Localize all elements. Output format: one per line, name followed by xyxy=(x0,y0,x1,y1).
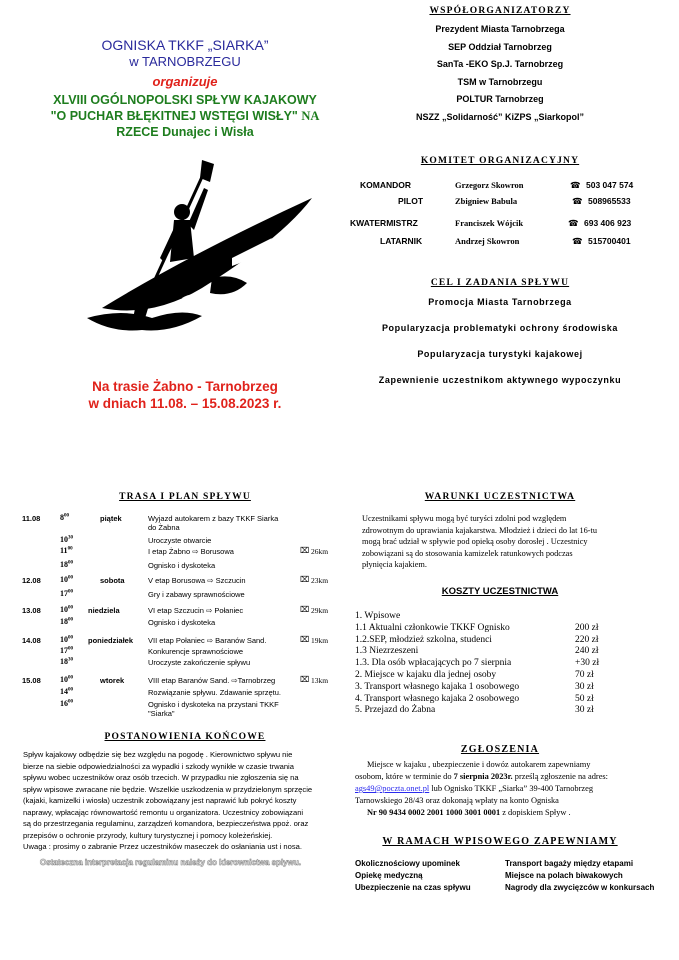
cost-label: 1.2.SEP, młodzież szkolna, studenci xyxy=(355,634,492,645)
event-na: NA xyxy=(301,109,320,123)
route-time: $10^{00}$ xyxy=(60,675,73,684)
route-time: $18^{00}$ xyxy=(60,617,73,626)
route-description: VI etap Szczucin ⇨ Połaniec xyxy=(148,606,244,615)
route-time: $18^{00}$ xyxy=(60,560,73,569)
route-description: Wyjazd autokarem z bazy TKKF Siarka xyxy=(148,514,279,523)
member-phone: 693 406 923 xyxy=(584,218,632,228)
route-summary-line1: Na trasie Żabno - Tarnobrzeg xyxy=(92,379,278,394)
route-time: $14^{00}$ xyxy=(60,687,73,696)
route-row xyxy=(22,523,342,534)
route-time: $10^{30}$ xyxy=(60,535,73,544)
route-day: sobota xyxy=(100,576,125,585)
route-time: $16^{00}$ xyxy=(60,699,73,708)
route-distance: 26km xyxy=(311,547,329,556)
member-phone: 515700401 xyxy=(588,236,631,246)
cost-row xyxy=(355,682,645,694)
committee-member xyxy=(360,180,640,194)
provision-line: naprawy, wpłacając równowartość remontu u organizatora. Uczestnicy zobowiązani xyxy=(23,807,304,817)
committee-member xyxy=(360,236,640,250)
email-link[interactable]: ags49@poczta.onet.pl xyxy=(355,784,430,793)
registration-line xyxy=(355,771,655,783)
organizuje-label: organizuje xyxy=(152,74,218,89)
route-day: wtorek xyxy=(100,676,125,685)
route-plan-heading: TRASA I PLAN SPŁYWU xyxy=(119,492,251,502)
registration-line xyxy=(355,783,655,795)
provision-line: bierze na siebie odpowiedzialności za wypadki i szkody wynikłe w czasie trwania xyxy=(23,761,294,771)
route-date: 11.08 xyxy=(22,514,41,523)
provision-line: Uwaga : prosimy o zabranie Przez uczestników maseczek do osłaniania ust i nosa. xyxy=(23,842,302,851)
route-time: $10^{00}$ xyxy=(60,635,73,644)
route-row xyxy=(22,547,342,558)
co-organizers-heading: WSPÓŁORGANIZATORZY xyxy=(429,6,571,16)
route-distance: 23km xyxy=(311,576,329,585)
benefit-item: Transport bagaży między etapami xyxy=(505,859,634,868)
benefit-item: Opiekę medyczną xyxy=(355,871,423,880)
event-title-line2 xyxy=(40,108,330,124)
cost-row xyxy=(355,611,645,623)
cost-label: 1. Wpisowe xyxy=(355,611,401,621)
route-date: 12.08 xyxy=(22,576,41,585)
route-time: $10^{00}$ xyxy=(60,605,73,614)
distance-icon: ⌧ xyxy=(300,605,310,614)
organizer-header xyxy=(40,36,330,140)
route-description: Rozwiązanie spływu. Zdawanie sprzętu. xyxy=(148,688,281,697)
cost-value: 50 zł xyxy=(575,693,594,704)
route-time: $18^{30}$ xyxy=(60,657,73,666)
event-title-line3: RZECE Dunajec i Wisła xyxy=(116,125,254,139)
cost-row xyxy=(355,646,645,658)
bank-account: Nr 90 9434 0002 2001 1000 3001 0001 xyxy=(367,808,501,817)
goal-item: Popularyzacja problematyki ochrony środowiska xyxy=(381,323,619,333)
member-phone: 503 047 574 xyxy=(586,180,634,190)
registration-heading: ZGŁOSZENIA xyxy=(460,744,540,755)
route-distance: 19km xyxy=(311,636,329,645)
route-date: 15.08 xyxy=(22,676,41,685)
route-description: VIII etap Baranów Sand. ⇨Tarnobrzeg xyxy=(148,676,276,685)
registration-line xyxy=(355,807,655,819)
route-plan-table xyxy=(22,510,342,720)
phone-icon: ☎ xyxy=(572,236,583,246)
registration-text xyxy=(355,759,655,819)
goal-item: Promocja Miasta Tarnobrzega xyxy=(428,297,572,307)
provision-line: są do przestrzegania regulaminu, zarządzeń komandora, bezpieczeństwa ppoż. oraz xyxy=(23,819,309,828)
cost-value: 200 zł xyxy=(575,622,599,633)
route-day: piątek xyxy=(100,514,122,523)
condition-line: zdrowotnym do uprawiania kajakarstwa. Młodzież i dzieci do lat 16-tu xyxy=(362,525,598,535)
conditions-heading: WARUNKI UCZESTNICTWA xyxy=(424,492,576,502)
benefits-heading: W RAMACH WPISOWEGO ZAPEWNIAMY xyxy=(382,836,618,847)
phone-icon: ☎ xyxy=(572,196,583,206)
route-time: $17^{00}$ xyxy=(60,646,73,655)
cost-label: 4. Transport własnego kajaka 2 osobowego xyxy=(355,693,520,704)
route-day: poniedziałek xyxy=(88,636,134,645)
route-description: Ognisko i dyskoteka xyxy=(148,618,216,627)
route-date: 14.08 xyxy=(22,636,41,645)
registration-text-part: prześlą zgłoszenie na adres: xyxy=(512,772,608,781)
co-organizers-list xyxy=(355,21,645,126)
member-role: PILOT xyxy=(398,196,424,206)
distance-icon: ⌧ xyxy=(300,546,310,555)
route-summary xyxy=(40,378,330,412)
condition-line: mogą brać udział w spływie pod opieką osoby dorosłej . Uczestnicy xyxy=(362,537,588,546)
registration-text-part: z dopiskiem Spływ . xyxy=(500,808,571,817)
member-role: KOMANDOR xyxy=(360,180,411,190)
route-row xyxy=(22,576,342,587)
route-time: $8^{00}$ xyxy=(60,513,69,522)
route-time: $10^{00}$ xyxy=(60,575,73,584)
cost-row xyxy=(355,670,645,682)
member-name: Franciszek Wójcik xyxy=(455,218,524,228)
committee-member xyxy=(360,196,640,210)
route-row xyxy=(22,688,342,699)
route-description: VII etap Połaniec ⇨ Baranów Sand. xyxy=(148,636,267,645)
event-title-line1: XLVIII OGÓLNOPOLSKI SPŁYW KAJAKOWY xyxy=(53,93,317,107)
member-name: Andrzej Skowron xyxy=(455,236,520,246)
route-row xyxy=(22,590,342,601)
route-row xyxy=(22,606,342,617)
route-row xyxy=(22,676,342,687)
co-organizer-item: SEP Oddział Tarnobrzeg xyxy=(448,41,552,52)
cost-value: 30 zł xyxy=(575,705,594,716)
registration-deadline: 7 sierpnia 2023r. xyxy=(453,772,513,781)
phone-icon: ☎ xyxy=(570,180,581,190)
costs-heading: KOSZTY UCZESTNICTWA xyxy=(441,586,559,597)
condition-line: Uczestnikami spływu mogą być turyści zdolni pod względem xyxy=(362,514,567,523)
kayaker-illustration xyxy=(82,158,318,338)
route-time: $17^{00}$ xyxy=(60,589,73,598)
provision-line: przepisów o ochronie przyrody, kultury turystycznej i pomocy koleżeńskiej. xyxy=(23,830,273,840)
route-summary-dates: w dniach 11.08. – 15.08.2023 r. xyxy=(88,396,282,411)
co-organizer-item: SanTa -EKO Sp.J. Tarnobrzeg xyxy=(436,59,564,69)
condition-line: zobowiązani są do stosowania kamizelek ratunkowych podczas xyxy=(362,548,573,558)
provision-line: Spływ kajakowy odbędzie się bez względu na pogodę . Kierownictwo spływu nie xyxy=(23,750,293,759)
distance-icon: ⌧ xyxy=(300,635,310,644)
co-organizer-item: POLTUR Tarnobrzeg xyxy=(456,94,544,104)
route-date: 13.08 xyxy=(22,606,41,615)
member-phone: 508965533 xyxy=(588,196,631,206)
committee-heading: KOMITET ORGANIZACYJNY xyxy=(420,156,580,166)
cost-label: 2. Miejsce w kajaku dla jednej osoby xyxy=(355,670,497,680)
provision-line: spływ wpisowe zwracane nie będzie. Wszelkie uszkodzenia w przydzielonym sprzęcie xyxy=(23,784,313,794)
phone-icon: ☎ xyxy=(568,218,579,228)
co-organizer-item: NSZZ „Solidarność” KiZPS „Siarkopol” xyxy=(415,111,585,122)
cost-row xyxy=(355,705,645,717)
committee-member xyxy=(350,218,640,232)
cost-row xyxy=(355,623,645,635)
final-provisions-heading: POSTANOWIENIA KOŃCOWE xyxy=(104,732,266,742)
co-organizer-item: Prezydent Miasta Tarnobrzega xyxy=(435,24,565,34)
final-provisions-text xyxy=(23,749,328,853)
route-description: Ognisko i dyskoteka na przystani TKKF xyxy=(148,700,279,709)
route-description: Gry i zabawy sprawnościowe xyxy=(148,590,245,599)
route-description: Uroczyste otwarcie xyxy=(148,536,212,545)
route-description: "Siarka" xyxy=(148,709,175,718)
co-organizer-item: TSM w Tarnobrzegu xyxy=(457,76,543,87)
member-name: Zbigniew Babula xyxy=(455,196,518,206)
route-description: V etap Borusowa ⇨ Szczucin xyxy=(148,576,246,585)
distance-icon: ⌧ xyxy=(300,575,310,584)
benefit-item: Nagrody dla zwycięzców w konkursach xyxy=(505,883,655,892)
benefits-right xyxy=(505,858,675,894)
route-day: niedziela xyxy=(88,606,120,615)
route-description: Konkurencje sprawnościowe xyxy=(148,647,244,656)
cost-label: 3. Transport własnego kajaka 1 osobowego xyxy=(355,681,520,692)
registration-line: Tarnowskiego 28/43 oraz dokonają wpłaty na konto Ogniska xyxy=(355,796,559,805)
goal-item: Popularyzacja turystyki kajakowej xyxy=(417,349,583,359)
cost-row xyxy=(355,658,645,670)
member-role: LATARNIK xyxy=(380,236,423,246)
conditions-text xyxy=(362,513,646,571)
distance-icon: ⌧ xyxy=(300,675,310,684)
event-cup-name: "O PUCHAR BŁĘKITNEJ WSTĘGI WISŁY" xyxy=(50,109,298,123)
cost-label: 1.1 Aktualni członkowie TKKF Ognisko xyxy=(355,622,510,633)
member-name: Grzegorz Skowron xyxy=(455,180,524,190)
provision-line: spływu wobec uczestników oraz osób trzecich. W przypadku nie zgłoszenia się na xyxy=(23,773,299,782)
cost-label: 5. Przejazd do Żabna xyxy=(355,705,436,716)
benefits-left xyxy=(355,858,505,894)
route-description: Ognisko i dyskoteka xyxy=(148,561,216,570)
cost-row xyxy=(355,635,645,647)
organizer-city: w TARNOBRZEGU xyxy=(129,54,241,69)
cost-value: +30 zł xyxy=(575,658,600,669)
route-description: I etap Żabno ⇨ Borusowa xyxy=(148,547,234,556)
route-description: Uroczyste zakończenie spływu xyxy=(148,658,251,667)
cost-value: 240 zł xyxy=(575,646,599,657)
benefit-item: Miejsce na polach biwakowych xyxy=(505,871,623,880)
registration-text-part: lub Ognisko TKKF „Siarka” 39-400 Tarnobrzeg xyxy=(429,784,594,793)
route-distance: 29km xyxy=(311,606,329,615)
benefit-item: Okolicznościowy upominek xyxy=(355,859,460,868)
organizer-name: OGNISKA TKKF „SIARKA” xyxy=(101,37,269,53)
cost-row xyxy=(355,694,645,706)
cost-label: 1.3 Niezrzeszeni xyxy=(355,646,419,657)
benefit-item: Ubezpieczenie na czas spływu xyxy=(355,883,471,892)
cost-value: 70 zł xyxy=(575,670,594,680)
route-description: do Żabna xyxy=(148,523,180,532)
provision-line: (kajaki, kamizelki i wiosła) uczestnik zobowiązany jest naprawić lub pokryć koszty xyxy=(23,796,297,805)
cost-value: 30 zł xyxy=(575,681,594,692)
route-time: $11^{00}$ xyxy=(60,546,73,555)
route-row xyxy=(22,618,342,629)
route-distance: 13km xyxy=(311,676,329,685)
route-row xyxy=(22,709,342,720)
registration-text-part: osobom, które w terminie do xyxy=(355,772,454,781)
member-role: KWATERMISTRZ xyxy=(350,218,418,228)
registration-line: Miejsce w kajaku , ubezpieczenie i dowóz autokarem zapewniamy xyxy=(367,760,591,769)
condition-line: płynięcia kajakiem. xyxy=(362,560,427,569)
goals-heading: CEL I ZADANIA SPŁYWU xyxy=(430,278,570,288)
cost-value: 220 zł xyxy=(575,634,599,645)
cost-label: 1.3. Dla osób wpłacających po 7 sierpnia xyxy=(355,658,512,669)
goal-item: Zapewnienie uczestnikom aktywnego wypoczynku xyxy=(378,375,622,385)
final-provisions-footer: Ostateczna interpretacja regulaminu należy do kierownictwa spływu. xyxy=(40,858,301,867)
route-row xyxy=(22,561,342,572)
route-row xyxy=(22,658,342,669)
